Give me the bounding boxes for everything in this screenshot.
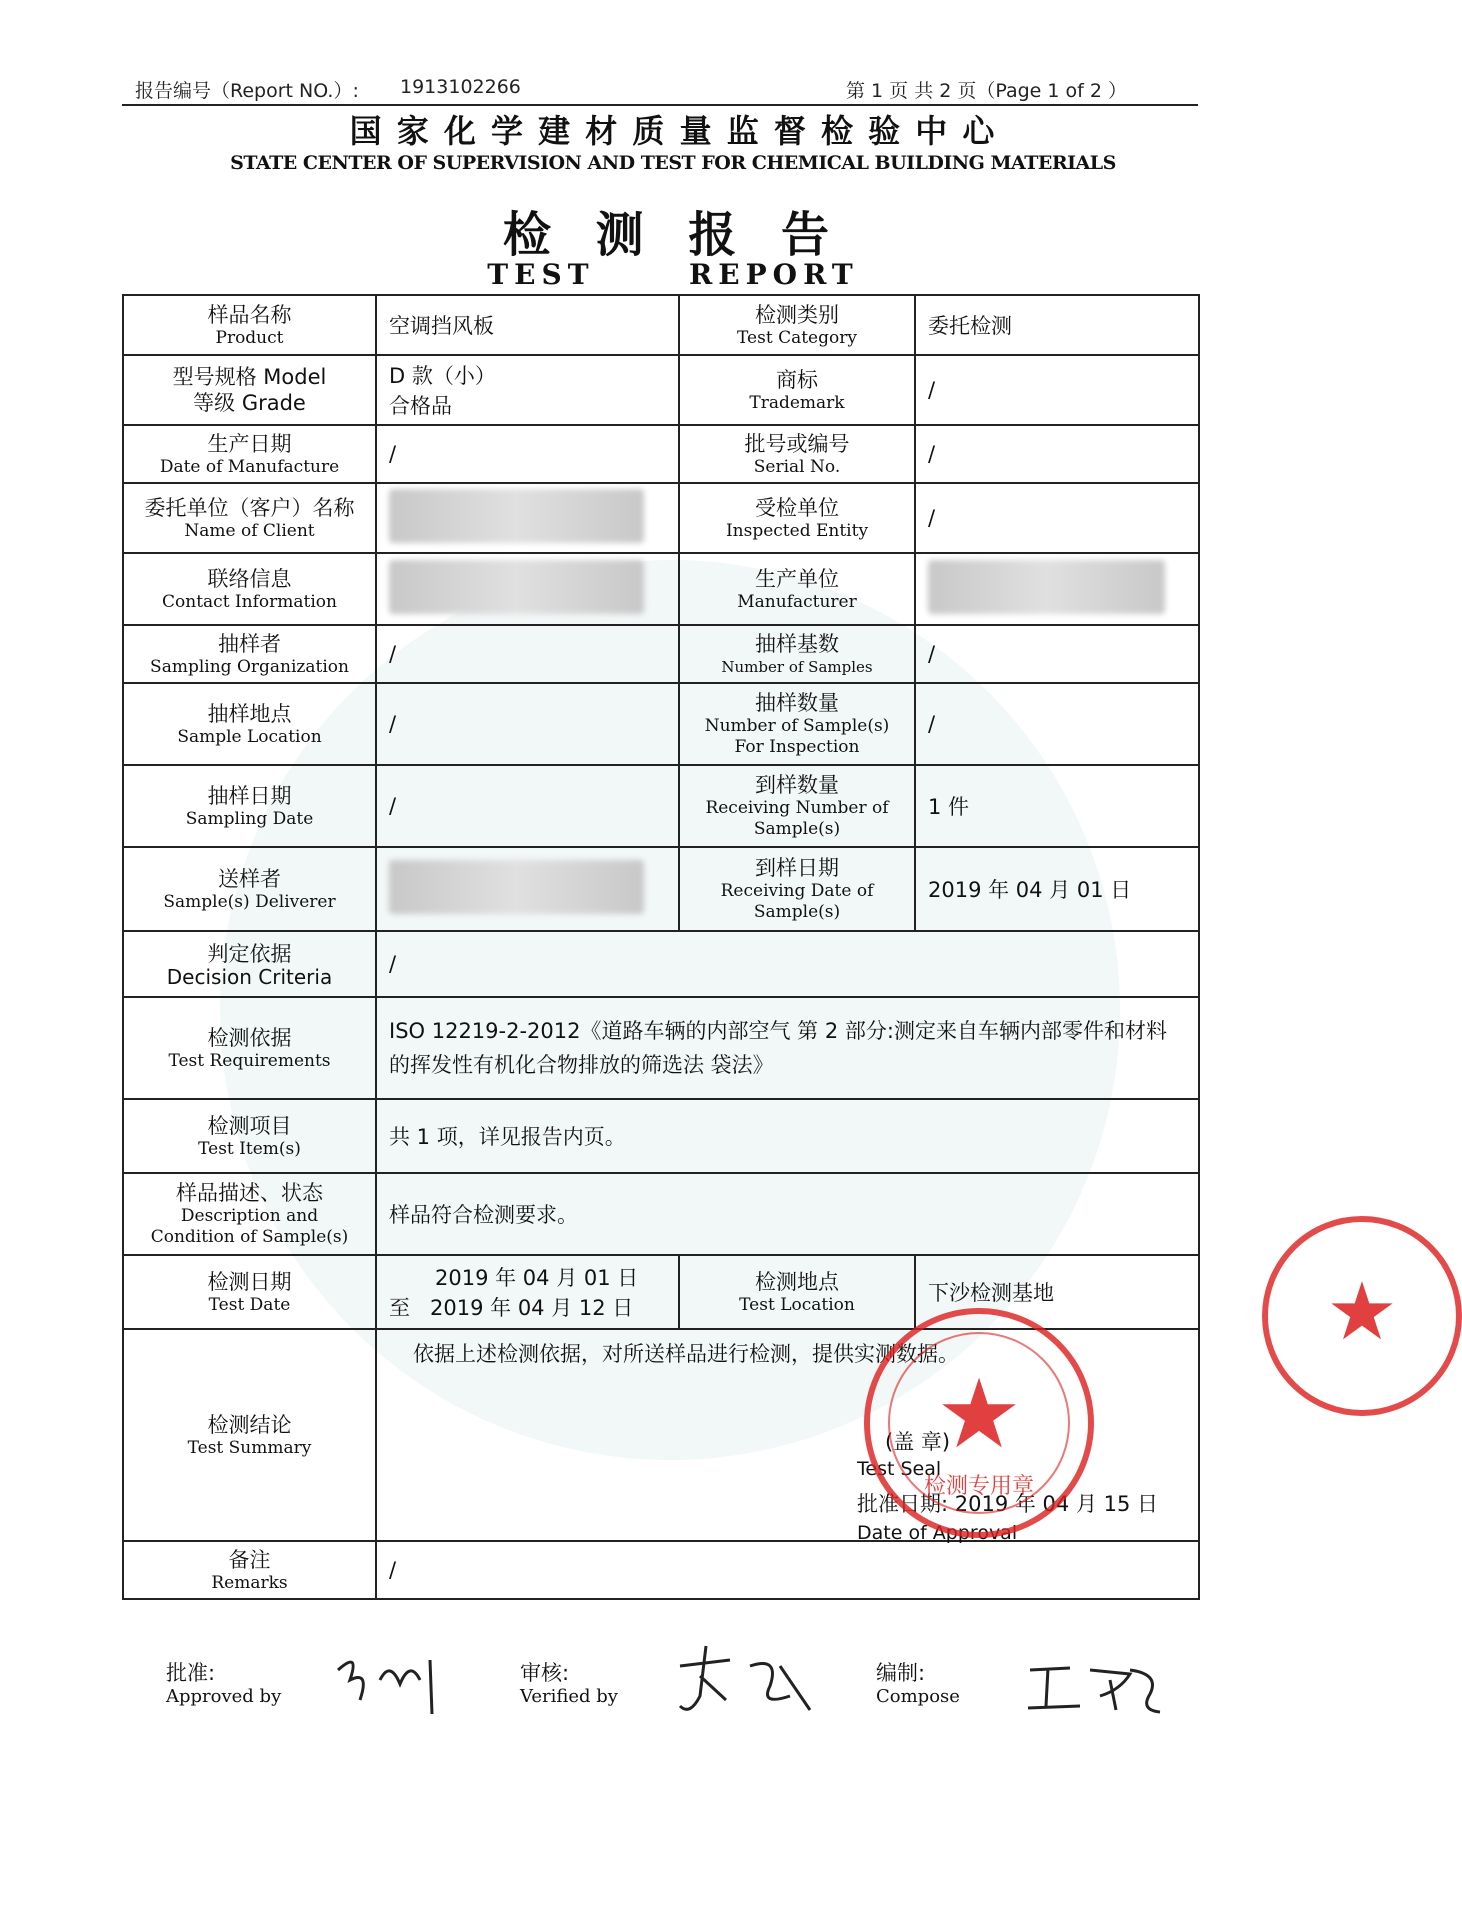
client-label: 委托单位（客户）名称 Name of Client bbox=[123, 483, 376, 553]
serial-no-value: / bbox=[915, 425, 1199, 483]
row-product bbox=[123, 295, 1199, 355]
test-requirements-label: 检测依据 Test Requirements bbox=[123, 997, 376, 1099]
sampling-date-label: 抽样日期 Sampling Date bbox=[123, 765, 376, 847]
seal-star-icon: ★ bbox=[935, 1358, 1023, 1470]
summary-text: 依据上述检测依据，对所送样品进行检测，提供实测数据。 bbox=[413, 1342, 959, 1366]
samples-inspection-value: / bbox=[915, 683, 1199, 765]
deliverer-label: 送样者 Sample(s) Deliverer bbox=[123, 847, 376, 931]
decision-criteria-label: 判定依据 Decision Criteria bbox=[123, 931, 376, 997]
test-items-value: 共 1 项，详见报告内页。 bbox=[376, 1099, 1199, 1173]
row-deliverer bbox=[123, 847, 1199, 931]
date-manufacture-value: / bbox=[376, 425, 679, 483]
test-category-label: 检测类别 Test Category bbox=[679, 295, 915, 355]
seal-label: (盖 章) bbox=[885, 1430, 951, 1454]
deliverer-value-redacted bbox=[376, 847, 679, 931]
page-indicator: 第 1 页 共 2 页（Page 1 of 2 ） bbox=[846, 80, 1128, 102]
test-date-label: 检测日期 Test Date bbox=[123, 1255, 376, 1329]
row-manufacture-date bbox=[123, 425, 1199, 483]
report-title-en: TEST REPORT bbox=[487, 258, 859, 291]
official-seal bbox=[864, 1308, 1094, 1538]
inspected-entity-label: 受检单位 Inspected Entity bbox=[679, 483, 915, 553]
sampling-date-value: / bbox=[376, 765, 679, 847]
test-location-label: 检测地点 Test Location bbox=[679, 1255, 915, 1329]
inspected-entity-value: / bbox=[915, 483, 1199, 553]
verified-signature bbox=[670, 1636, 820, 1726]
contact-value-redacted bbox=[376, 553, 679, 625]
sample-location-value: / bbox=[376, 683, 679, 765]
row-test-date bbox=[123, 1255, 1199, 1329]
approval-date-row: 批准日期: 2019 年 04 月 15 日 bbox=[857, 1492, 1159, 1516]
row-contact bbox=[123, 553, 1199, 625]
row-model bbox=[123, 355, 1199, 425]
report-number-label: 报告编号（Report NO.）: bbox=[135, 80, 359, 102]
seal-text: 检测专用章 bbox=[923, 1474, 1034, 1499]
test-category-value: 委托检测 bbox=[915, 295, 1199, 355]
model-grade-label: 型号规格 Model 等级 Grade bbox=[123, 355, 376, 425]
row-client bbox=[123, 483, 1199, 553]
trademark-label: 商标 Trademark bbox=[679, 355, 915, 425]
row-remarks bbox=[123, 1541, 1199, 1599]
decision-criteria-value: / bbox=[376, 931, 1199, 997]
model-grade-value: D 款（小） 合格品 bbox=[376, 355, 679, 425]
product-label: 样品名称 Product bbox=[123, 295, 376, 355]
verified-by-label: 审核: Verified by bbox=[520, 1661, 618, 1707]
test-date-value: 2019 年 04 月 01 日 至 2019 年 04 月 12 日 bbox=[376, 1255, 679, 1329]
remarks-label: 备注 Remarks bbox=[123, 1541, 376, 1599]
row-sample-location bbox=[123, 683, 1199, 765]
description-label: 样品描述、状态 Description and Condition of Sample(s) bbox=[123, 1173, 376, 1255]
summary-label: 检测结论 Test Summary bbox=[123, 1329, 376, 1541]
org-name-en: STATE CENTER OF SUPERVISION AND TEST FOR CHEMICAL BUILDING MATERIALS bbox=[230, 152, 1116, 174]
row-test-items bbox=[123, 1099, 1199, 1173]
remarks-value: / bbox=[376, 1541, 1199, 1599]
org-name-zh: 国 家 化 学 建 材 质 量 监 督 检 验 中 心 bbox=[349, 112, 997, 150]
test-location-value: 下沙检测基地 bbox=[915, 1255, 1199, 1329]
number-of-samples-value: / bbox=[915, 625, 1199, 683]
approved-signature bbox=[330, 1640, 450, 1720]
receiving-number-value: 1 件 bbox=[915, 765, 1199, 847]
test-requirements-value: ISO 12219-2-2012《道路车辆的内部空气 第 2 部分:测定来自车辆内部零件和材料的挥发性有机化合物排放的筛选法 袋法》 bbox=[376, 997, 1199, 1099]
receiving-number-label: 到样数量 Receiving Number of Sample(s) bbox=[679, 765, 915, 847]
samples-inspection-label: 抽样数量 Number of Sample(s) For Inspection bbox=[679, 683, 915, 765]
compose-signature bbox=[1020, 1650, 1170, 1720]
date-manufacture-label: 生产日期 Date of Manufacture bbox=[123, 425, 376, 483]
report-number: 1913102266 bbox=[400, 76, 521, 98]
approval-label-en: Date of Approval bbox=[857, 1522, 1018, 1544]
receiving-date-value: 2019 年 04 月 01 日 bbox=[915, 847, 1199, 931]
report-title-zh: 检 测 报 告 bbox=[502, 207, 844, 263]
manufacturer-value-redacted bbox=[915, 553, 1199, 625]
sampling-org-value: / bbox=[376, 625, 679, 683]
compose-label: 编制: Compose bbox=[876, 1661, 960, 1707]
partial-seal-star-icon: ★ bbox=[1326, 1265, 1398, 1358]
trademark-value: / bbox=[915, 355, 1199, 425]
row-description bbox=[123, 1173, 1199, 1255]
row-sampling-org bbox=[123, 625, 1199, 683]
contact-label: 联络信息 Contact Information bbox=[123, 553, 376, 625]
sample-location-label: 抽样地点 Sample Location bbox=[123, 683, 376, 765]
description-value: 样品符合检测要求。 bbox=[376, 1173, 1199, 1255]
product-value: 空调挡风板 bbox=[376, 295, 679, 355]
client-value-redacted bbox=[376, 483, 679, 553]
row-sampling-date bbox=[123, 765, 1199, 847]
serial-no-label: 批号或编号 Serial No. bbox=[679, 425, 915, 483]
partial-seal bbox=[1262, 1216, 1462, 1416]
number-of-samples-label: 抽样基数 Number of Samples bbox=[679, 625, 915, 683]
test-items-label: 检测项目 Test Item(s) bbox=[123, 1099, 376, 1173]
row-test-requirements bbox=[123, 997, 1199, 1099]
approved-by-label: 批准: Approved by bbox=[166, 1661, 282, 1707]
sampling-org-label: 抽样者 Sampling Organization bbox=[123, 625, 376, 683]
row-decision-criteria bbox=[123, 931, 1199, 997]
manufacturer-label: 生产单位 Manufacturer bbox=[679, 553, 915, 625]
receiving-date-label: 到样日期 Receiving Date of Sample(s) bbox=[679, 847, 915, 931]
seal-label-en: Test Seal bbox=[857, 1458, 942, 1480]
